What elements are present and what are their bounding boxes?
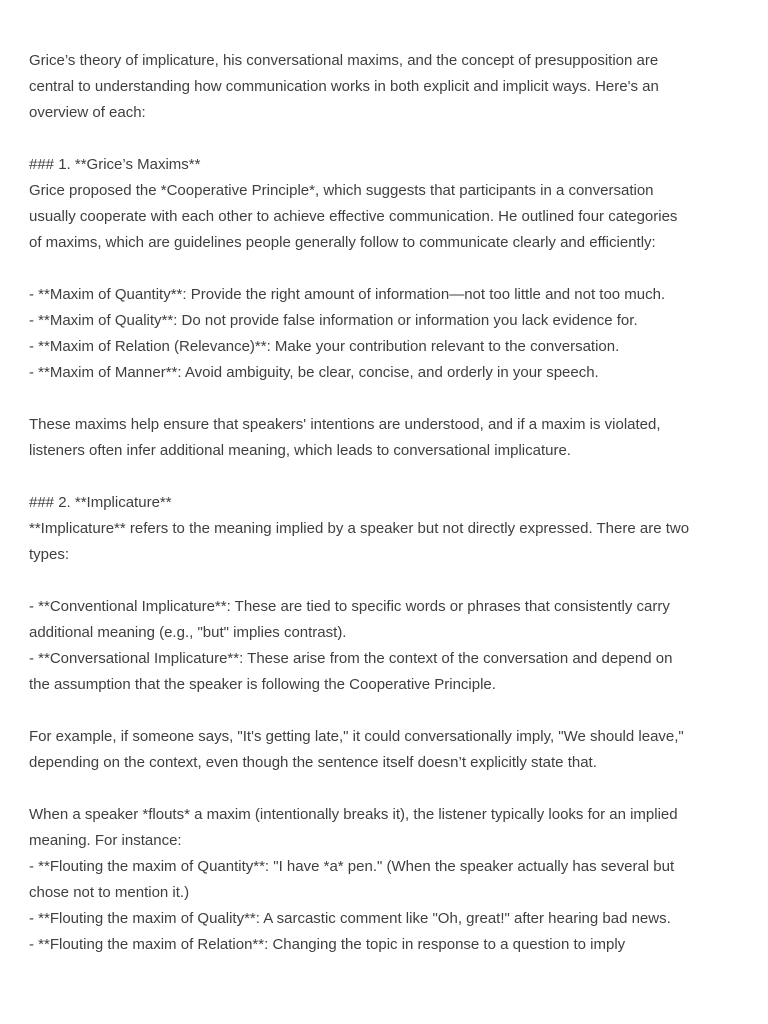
blank-line: [29, 698, 754, 724]
text-line: central to understanding how communication works in both explicit and implicit ways. Here's an: [29, 78, 659, 95]
text-line: - **Flouting the maxim of Quantity**: "I have *a* pen." (When the speaker actually has several but: [29, 858, 675, 875]
text-line: - **Flouting the maxim of Quality**: A sarcastic comment like "Oh, great!" after hearing bad news.: [29, 910, 671, 927]
text-line: overview of each:: [29, 104, 146, 121]
text-line: - **Maxim of Relation (Relevance)**: Make your contribution relevant to the conversation.: [29, 338, 620, 355]
text-line: For example, if someone says, "It's getting late," it could conversationally imply, "We should leave,": [29, 728, 684, 745]
blank-line: [29, 568, 754, 594]
text-line: **Implicature** refers to the meaning implied by a speaker but not directly expressed. There are two: [29, 520, 690, 537]
text-line: meaning. For instance:: [29, 832, 182, 849]
text-line: ### 2. **Implicature**: [29, 494, 172, 511]
text-line: These maxims help ensure that speakers' intentions are understood, and if a maxim is violated,: [29, 416, 661, 433]
blank-line: [29, 386, 754, 412]
document-body: [29, 48, 754, 958]
text-line: - **Conversational Implicature**: These arise from the context of the conversation and depend on: [29, 650, 673, 667]
text-line: - **Maxim of Manner**: Avoid ambiguity, be clear, concise, and orderly in your speech.: [29, 364, 599, 381]
text-line: - **Flouting the maxim of Relation**: Changing the topic in response to a question to imply: [29, 936, 626, 953]
text-line: - **Maxim of Quantity**: Provide the right amount of information—not too little and not too much.: [29, 286, 666, 303]
blank-line: [29, 126, 754, 152]
text-line: additional meaning (e.g., "but" implies contrast).: [29, 624, 347, 641]
blank-line: [29, 776, 754, 802]
text-line: Grice proposed the *Cooperative Principle*, which suggests that participants in a conversation: [29, 182, 654, 199]
text-line: depending on the context, even though the sentence itself doesn’t explicitly state that.: [29, 754, 597, 771]
text-line: of maxims, which are guidelines people generally follow to communicate clearly and efficiently:: [29, 234, 656, 251]
text-line: - **Maxim of Quality**: Do not provide false information or information you lack evidence for.: [29, 312, 638, 329]
text-line: chose not to mention it.): [29, 884, 190, 901]
text-line: When a speaker *flouts* a maxim (intentionally breaks it), the listener typically looks for an implied: [29, 806, 678, 823]
text-line: - **Conventional Implicature**: These are tied to specific words or phrases that consistently carry: [29, 598, 670, 615]
text-line: Grice’s theory of implicature, his conversational maxims, and the concept of presupposition are: [29, 52, 659, 69]
blank-line: [29, 464, 754, 490]
text-line: listeners often infer additional meaning, which leads to conversational implicature.: [29, 442, 571, 459]
text-line: ### 1. **Grice’s Maxims**: [29, 156, 201, 173]
text-line: types:: [29, 546, 70, 563]
text-line: the assumption that the speaker is following the Cooperative Principle.: [29, 676, 496, 693]
text-line: usually cooperate with each other to achieve effective communication. He outlined four categories: [29, 208, 678, 225]
blank-line: [29, 256, 754, 282]
